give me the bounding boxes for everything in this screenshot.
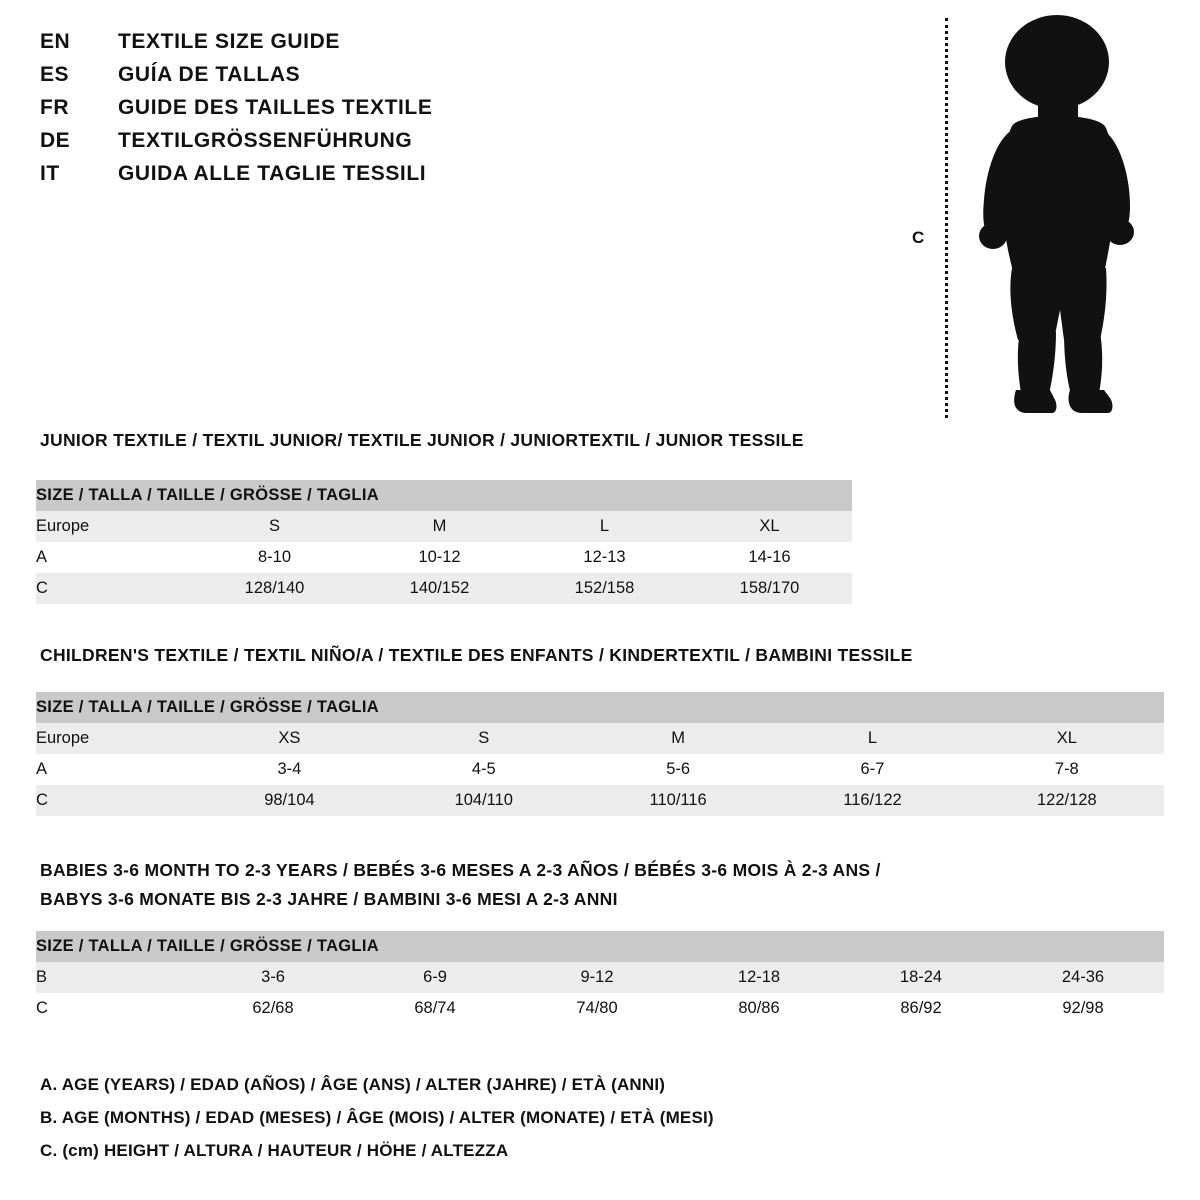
section-title-junior: JUNIOR TEXTILE / TEXTIL JUNIOR/ TEXTILE JUNIOR / JUNIORTEXTIL / JUNIOR TESSILE [40,430,804,450]
cell-value: 92/98 [1002,993,1164,1024]
table-row [36,511,852,542]
section-title-children: CHILDREN'S TEXTILE / TEXTIL NIÑO/A / TEXTILE DES ENFANTS / KINDERTEXTIL / BAMBINI TESSILE [40,645,913,665]
table-header-band [36,480,852,511]
language-title-block [40,30,680,195]
section-title-babies-line2: BABYS 3-6 MONATE BIS 2-3 JAHRE / BAMBINI 3-6 MESI A 2-3 ANNI [40,889,618,909]
language-row-it [40,162,680,195]
cell-value: 18-24 [840,962,1002,993]
cell-value: 12-13 [522,542,687,573]
language-code: IT [40,162,60,185]
row-label: B [36,962,192,993]
footnote-b: B. AGE (MONTHS) / EDAD (MESES) / ÂGE (MOIS) / ALTER (MONATE) / ETÀ (MESI) [40,1108,714,1127]
cell-value: 4-5 [387,754,581,785]
language-code: ES [40,63,70,86]
cell-value: 158/170 [687,573,852,604]
table-row [36,754,1164,785]
child-silhouette-icon [960,10,1150,420]
table-row [36,542,852,573]
cell-value: 9-12 [516,962,678,993]
cell-value: L [775,723,969,754]
cell-value: 6-7 [775,754,969,785]
language-row-en [40,30,680,63]
cell-value: 6-9 [354,962,516,993]
cell-value: 98/104 [192,785,386,816]
cell-value: 12-18 [678,962,840,993]
cell-value: XL [970,723,1164,754]
cell-value: M [357,511,522,542]
language-code: FR [40,96,69,119]
cell-value: 80/86 [678,993,840,1024]
cell-value: 14-16 [687,542,852,573]
cell-value: 74/80 [516,993,678,1024]
cell-value: 140/152 [357,573,522,604]
language-code: DE [40,129,71,152]
cell-value: 24-36 [1002,962,1164,993]
cell-value: S [387,723,581,754]
cell-value: 152/158 [522,573,687,604]
table-header-band [36,692,1164,723]
cell-value: S [192,511,357,542]
cell-value: 122/128 [970,785,1164,816]
language-title: TEXTILE SIZE GUIDE [118,30,340,53]
cell-value: 5-6 [581,754,775,785]
language-row-fr [40,96,680,129]
cell-value: 3-4 [192,754,386,785]
cell-value: XS [192,723,386,754]
row-label: C [36,785,192,816]
row-label: A [36,754,192,785]
cell-value: 104/110 [387,785,581,816]
row-label: A [36,542,192,573]
table-row [36,573,852,604]
language-title: TEXTILGRÖSSENFÜHRUNG [118,129,413,152]
cell-value: 110/116 [581,785,775,816]
footnote-a: A. AGE (YEARS) / EDAD (AÑOS) / ÂGE (ANS) / ALTER (JAHRE) / ETÀ (ANNI) [40,1075,666,1094]
section-title-babies-line1: BABIES 3-6 MONTH TO 2-3 YEARS / BEBÉS 3-6 MESES A 2-3 AÑOS / BÉBÉS 3-6 MOIS À 2-3 ANS / [40,860,881,880]
children-size-table [36,692,1164,816]
section-title-babies [40,856,1040,914]
row-label: C [36,993,192,1024]
footnote-block [40,1068,1040,1167]
size-band-label: SIZE / TALLA / TAILLE / GRÖSSE / TAGLIA [36,480,852,511]
table-row [36,993,1164,1024]
cell-value: L [522,511,687,542]
language-code: EN [40,30,71,53]
cell-value: 7-8 [970,754,1164,785]
cell-value: XL [687,511,852,542]
height-measurement-figure [900,10,1160,420]
cell-value: 3-6 [192,962,354,993]
cell-value: 8-10 [192,542,357,573]
language-title: GUIDE DES TAILLES TEXTILE [118,96,433,119]
language-row-es [40,63,680,96]
height-dotted-line [945,18,948,418]
cell-value: 10-12 [357,542,522,573]
size-band-label: SIZE / TALLA / TAILLE / GRÖSSE / TAGLIA [36,931,1164,962]
cell-value: 128/140 [192,573,357,604]
size-band-label: SIZE / TALLA / TAILLE / GRÖSSE / TAGLIA [36,692,1164,723]
table-row [36,723,1164,754]
language-title: GUÍA DE TALLAS [118,63,301,86]
row-label: C [36,573,192,604]
measure-label-c: C [912,228,925,247]
cell-value: 62/68 [192,993,354,1024]
language-row-de [40,129,680,162]
cell-value: 116/122 [775,785,969,816]
babies-size-table [36,931,1164,1024]
cell-value: 86/92 [840,993,1002,1024]
row-label: Europe [36,511,192,542]
footnote-c: C. (cm) HEIGHT / ALTURA / HAUTEUR / HÖHE / ALTEZZA [40,1141,509,1160]
table-header-band [36,931,1164,962]
cell-value: M [581,723,775,754]
table-row [36,962,1164,993]
table-row [36,785,1164,816]
junior-size-table [36,480,852,604]
cell-value: 68/74 [354,993,516,1024]
language-title: GUIDA ALLE TAGLIE TESSILI [118,162,427,185]
row-label: Europe [36,723,192,754]
